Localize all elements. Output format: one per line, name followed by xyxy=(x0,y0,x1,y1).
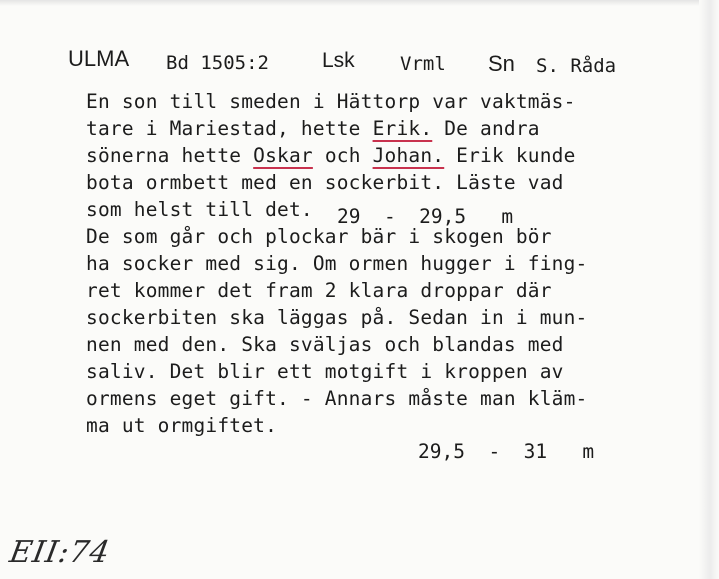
text-line: sönerna hette Oskar och Johan. Erik kunde xyxy=(86,144,576,167)
text-line: tare i Mariestad, hette Erik. De andra xyxy=(86,117,540,140)
recording-range-2: 29,5 - 31 m xyxy=(418,440,595,463)
place-name: S. Råda xyxy=(536,55,617,77)
parish-code: ULMA xyxy=(68,46,130,71)
card-body-text xyxy=(86,88,686,439)
name-johan: Johan. xyxy=(372,144,445,167)
text-line: ma ut ormgiftet. xyxy=(86,414,278,437)
card-header xyxy=(64,46,664,82)
text-line: ormens eget gift. - Annars måste man kläm- xyxy=(86,387,588,410)
card-top-edge xyxy=(0,0,719,6)
record-reference: Bd 1505:2 xyxy=(166,52,269,74)
text-line: De som går och plockar bär i skogen bör xyxy=(86,225,552,248)
text-line: ha socker med sig. Om ormen hugger i fing- xyxy=(86,252,588,275)
text-line: sockerbiten ska läggas på. Sedan in i mun- xyxy=(86,306,588,329)
name-oskar: Oskar xyxy=(253,144,313,167)
handwritten-note: EII:74 xyxy=(6,535,113,570)
county-label: Lsk xyxy=(322,49,355,72)
text-line: som helst till det. xyxy=(86,198,313,221)
text-line: bota ormbett med en sockerbit. Läste vad xyxy=(86,171,564,194)
text-line: saliv. Det blir ett motgift i kroppen av xyxy=(86,360,564,383)
text-line: ret kommer det fram 2 klara droppar där xyxy=(86,279,552,302)
card-right-edge xyxy=(699,0,719,579)
name-erik: Erik. xyxy=(372,117,433,140)
sn-label: Sn xyxy=(488,51,515,76)
province: Vrml xyxy=(400,53,446,75)
text-line: En son till smeden i Hättorp var vaktmäs- xyxy=(86,90,576,113)
text-line: nen med den. Ska sväljas och blandas med xyxy=(86,333,564,356)
recording-range-1: 29 - 29,5 m xyxy=(337,205,514,228)
